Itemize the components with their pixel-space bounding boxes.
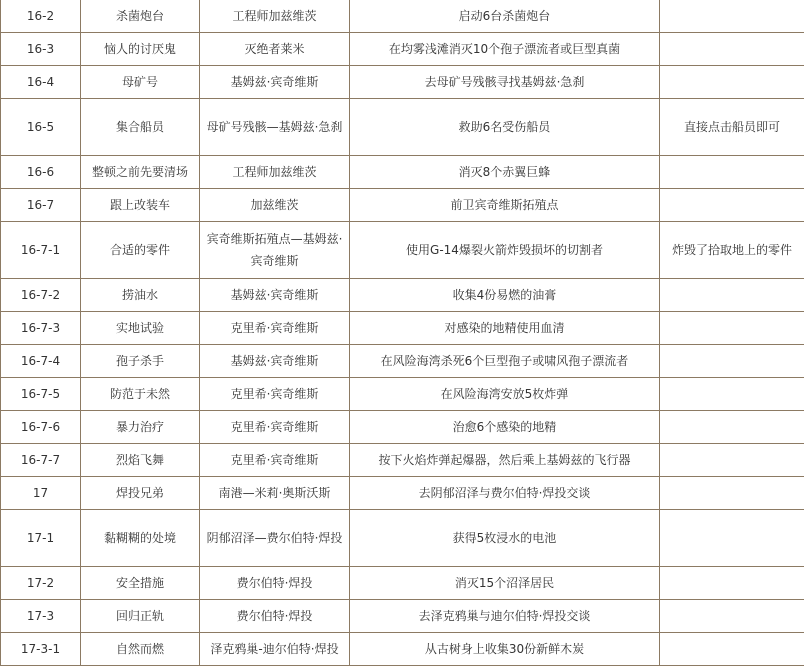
quest-giver-cell: 阴郁沼泽—费尔伯特·焊投 [200, 510, 350, 567]
quest-id-cell: 16-4 [1, 66, 81, 99]
quest-objective-cell: 在风险海湾杀死6个巨型孢子或啸风孢子漂流者 [350, 345, 660, 378]
quest-objective-cell: 去阴郁沼泽与费尔伯特·焊投交谈 [350, 477, 660, 510]
quest-name-cell: 实地试验 [81, 312, 200, 345]
quest-name-cell: 黏糊糊的处境 [81, 510, 200, 567]
table-row [1, 279, 804, 312]
quest-note-cell [660, 411, 804, 444]
quest-id-cell: 16-6 [1, 156, 81, 189]
quest-giver-cell: 工程师加兹维茨 [200, 156, 350, 189]
quest-id-cell: 17-3-1 [1, 633, 81, 666]
quest-name-cell: 杀菌炮台 [81, 0, 200, 33]
quest-name-cell: 合适的零件 [81, 222, 200, 279]
quest-name-cell: 孢子杀手 [81, 345, 200, 378]
quest-note-cell [660, 510, 804, 567]
quest-giver-cell: 加兹维茨 [200, 189, 350, 222]
quest-name-cell: 自然而燃 [81, 633, 200, 666]
quest-note-cell [660, 312, 804, 345]
quest-objective-cell: 对感染的地精使用血清 [350, 312, 660, 345]
table-row [1, 567, 804, 600]
quest-name-cell: 恼人的讨厌鬼 [81, 33, 200, 66]
quest-giver-cell: 基姆兹·宾奇维斯 [200, 345, 350, 378]
quest-id-cell: 16-7-3 [1, 312, 81, 345]
quest-objective-cell: 获得5枚浸水的电池 [350, 510, 660, 567]
table-row [1, 345, 804, 378]
table-row [1, 510, 804, 567]
quest-name-cell: 母矿号 [81, 66, 200, 99]
table-row [1, 222, 804, 279]
quest-giver-cell: 南港—米莉·奥斯沃斯 [200, 477, 350, 510]
quest-objective-cell: 使用G-14爆裂火箭炸毁损坏的切割者 [350, 222, 660, 279]
quest-giver-cell: 费尔伯特·焊投 [200, 567, 350, 600]
quest-id-cell: 16-2 [1, 0, 81, 33]
quest-objective-cell: 消灭8个赤翼巨蜂 [350, 156, 660, 189]
quest-note-cell [660, 633, 804, 666]
table-row [1, 411, 804, 444]
quest-name-cell: 集合船员 [81, 99, 200, 156]
quest-giver-cell: 宾奇维斯拓殖点—基姆兹·宾奇维斯 [200, 222, 350, 279]
quest-note-cell [660, 567, 804, 600]
quest-name-cell: 回归正轨 [81, 600, 200, 633]
quest-objective-cell: 在均雾浅滩消灭10个孢子漂流者或巨型真菌 [350, 33, 660, 66]
quest-id-cell: 16-7-4 [1, 345, 81, 378]
quest-note-cell [660, 33, 804, 66]
quest-objective-cell: 在风险海湾安放5枚炸弹 [350, 378, 660, 411]
quest-objective-cell: 去母矿号残骸寻找基姆兹·急刹 [350, 66, 660, 99]
quest-note-cell [660, 156, 804, 189]
quest-giver-cell: 基姆兹·宾奇维斯 [200, 66, 350, 99]
quest-name-cell: 跟上改装车 [81, 189, 200, 222]
quest-id-cell: 16-3 [1, 33, 81, 66]
table-row [1, 444, 804, 477]
quest-objective-cell: 收集4份易燃的油膏 [350, 279, 660, 312]
quest-note-cell [660, 477, 804, 510]
quest-giver-cell: 克里希·宾奇维斯 [200, 411, 350, 444]
table-row [1, 156, 804, 189]
quest-id-cell: 17-3 [1, 600, 81, 633]
table-row [1, 477, 804, 510]
table-row [1, 600, 804, 633]
quest-id-cell: 17-2 [1, 567, 81, 600]
quest-note-cell [660, 600, 804, 633]
quest-name-cell: 暴力治疗 [81, 411, 200, 444]
table-row [1, 633, 804, 666]
quest-objective-cell: 从古树身上收集30份新鲜木炭 [350, 633, 660, 666]
quest-note-cell [660, 0, 804, 33]
table-row [1, 189, 804, 222]
quest-note-cell [660, 378, 804, 411]
quest-id-cell: 17-1 [1, 510, 81, 567]
quest-table-body [1, 0, 804, 666]
quest-note-cell: 炸毁了拾取地上的零件 [660, 222, 804, 279]
quest-id-cell: 16-7 [1, 189, 81, 222]
quest-objective-cell: 去泽克鸦巢与迪尔伯特·焊投交谈 [350, 600, 660, 633]
quest-note-cell [660, 66, 804, 99]
quest-objective-cell: 启动6台杀菌炮台 [350, 0, 660, 33]
quest-name-cell: 安全措施 [81, 567, 200, 600]
quest-objective-cell: 消灭15个沼泽居民 [350, 567, 660, 600]
quest-giver-cell: 工程师加兹维茨 [200, 0, 350, 33]
quest-name-cell: 烈焰飞舞 [81, 444, 200, 477]
quest-id-cell: 16-5 [1, 99, 81, 156]
quest-giver-cell: 费尔伯特·焊投 [200, 600, 350, 633]
quest-giver-cell: 克里希·宾奇维斯 [200, 444, 350, 477]
quest-giver-cell: 母矿号残骸—基姆兹·急刹 [200, 99, 350, 156]
quest-id-cell: 16-7-5 [1, 378, 81, 411]
quest-name-cell: 整顿之前先要清场 [81, 156, 200, 189]
quest-giver-cell: 泽克鸦巢-迪尔伯特·焊投 [200, 633, 350, 666]
quest-giver-cell: 灭绝者莱米 [200, 33, 350, 66]
quest-giver-cell: 克里希·宾奇维斯 [200, 312, 350, 345]
table-row [1, 99, 804, 156]
table-row [1, 66, 804, 99]
quest-giver-cell: 基姆兹·宾奇维斯 [200, 279, 350, 312]
quest-note-cell [660, 279, 804, 312]
quest-id-cell: 16-7-1 [1, 222, 81, 279]
quest-note-cell [660, 345, 804, 378]
quest-id-cell: 17 [1, 477, 81, 510]
quest-note-cell: 直接点击船员即可 [660, 99, 804, 156]
quest-id-cell: 16-7-6 [1, 411, 81, 444]
table-row [1, 312, 804, 345]
quest-objective-cell: 按下火焰炸弹起爆器，然后乘上基姆兹的飞行器 [350, 444, 660, 477]
quest-id-cell: 16-7-7 [1, 444, 81, 477]
quest-name-cell: 焊投兄弟 [81, 477, 200, 510]
table-row [1, 378, 804, 411]
quest-objective-cell: 救助6名受伤船员 [350, 99, 660, 156]
quest-giver-cell: 克里希·宾奇维斯 [200, 378, 350, 411]
quest-note-cell [660, 189, 804, 222]
quest-objective-cell: 前卫宾奇维斯拓殖点 [350, 189, 660, 222]
quest-name-cell: 捞油水 [81, 279, 200, 312]
table-row [1, 33, 804, 66]
quest-name-cell: 防范于未然 [81, 378, 200, 411]
table-row [1, 0, 804, 33]
quest-objective-cell: 治愈6个感染的地精 [350, 411, 660, 444]
quest-id-cell: 16-7-2 [1, 279, 81, 312]
quest-note-cell [660, 444, 804, 477]
